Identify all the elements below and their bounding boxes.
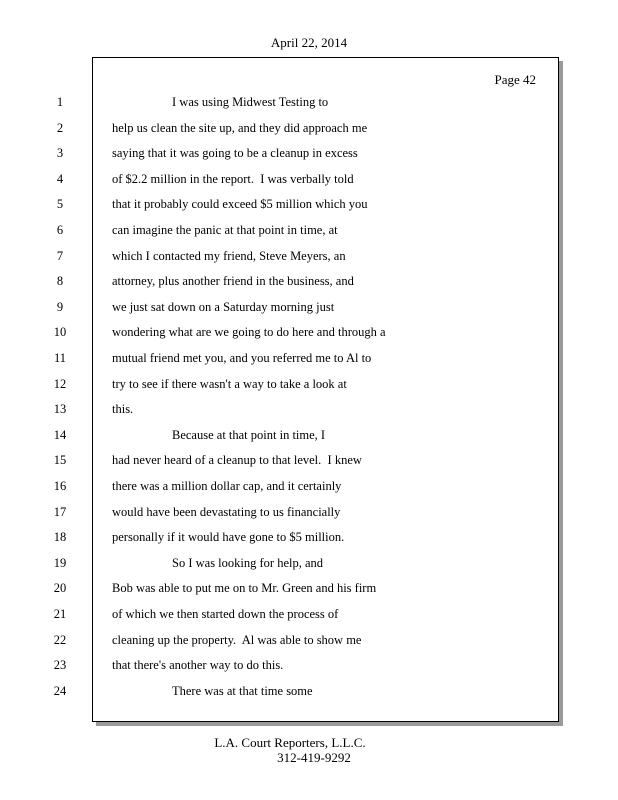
transcript-line: attorney, plus another friend in the business, and [112,274,354,288]
line-number: 1 [56,95,64,109]
line-number: 14 [53,428,67,442]
transcript-line: try to see if there wasn't a way to take a look at [112,377,347,391]
line-number: 20 [53,581,67,595]
line-number: 13 [53,402,67,416]
transcript-line: There was at that time some [172,684,313,698]
line-number: 21 [53,607,67,621]
line-number: 12 [53,377,67,391]
line-number: 6 [56,223,64,237]
transcript-line: mutual friend met you, and you referred me to Al to [112,351,372,365]
transcript-line: of which we then started down the process of [112,607,339,621]
transcript-line: there was a million dollar cap, and it certainly [112,479,342,493]
line-number: 22 [53,633,67,647]
transcript-line: had never heard of a cleanup to that level. I knew [112,453,362,467]
transcript-line: would have been devastating to us financially [112,505,341,519]
line-number: 2 [56,121,64,135]
line-number: 7 [56,249,64,263]
transcript-line: we just sat down on a Saturday morning just [112,300,335,314]
transcript-line: I was using Midwest Testing to [172,95,329,109]
line-number: 16 [53,479,67,493]
line-number: 4 [56,172,64,186]
transcript-line: Bob was able to put me on to Mr. Green and his firm [112,581,377,595]
line-number: 19 [53,556,67,570]
transcript-line: help us clean the site up, and they did approach me [112,121,368,135]
transcript-line: that there's another way to do this. [112,658,284,672]
transcript-line: cleaning up the property. Al was able to show me [112,633,362,647]
line-number: 18 [53,530,67,544]
header-date: April 22, 2014 [270,35,348,50]
line-number: 8 [56,274,64,288]
line-number: 15 [53,453,67,467]
transcript-line: that it probably could exceed $5 million which you [112,197,368,211]
transcript-line: of $2.2 million in the report. I was verbally told [112,172,354,186]
line-number: 9 [56,300,64,314]
line-number: 23 [53,658,67,672]
footer-company: L.A. Court Reporters, L.L.C. [214,735,366,750]
line-number: 24 [53,684,67,698]
transcript-line: this. [112,402,134,416]
transcript-line: wondering what are we going to do here and through a [112,325,386,339]
transcript-line: can imagine the panic at that point in time, at [112,223,338,237]
transcript-line: saying that it was going to be a cleanup in excess [112,146,358,160]
line-number: 3 [56,146,64,160]
footer-phone: 312-419-9292 [277,750,351,765]
line-number: 5 [56,197,64,211]
line-number: 11 [53,351,67,365]
page-number: Page 42 [494,72,536,87]
transcript-line: Because at that point in time, I [172,428,326,442]
transcript-line: personally if it would have gone to $5 million. [112,530,345,544]
transcript-line: So I was looking for help, and [172,556,324,570]
transcript-line: which I contacted my friend, Steve Meyers, an [112,249,346,263]
line-number: 17 [53,505,67,519]
line-number: 10 [53,325,67,339]
